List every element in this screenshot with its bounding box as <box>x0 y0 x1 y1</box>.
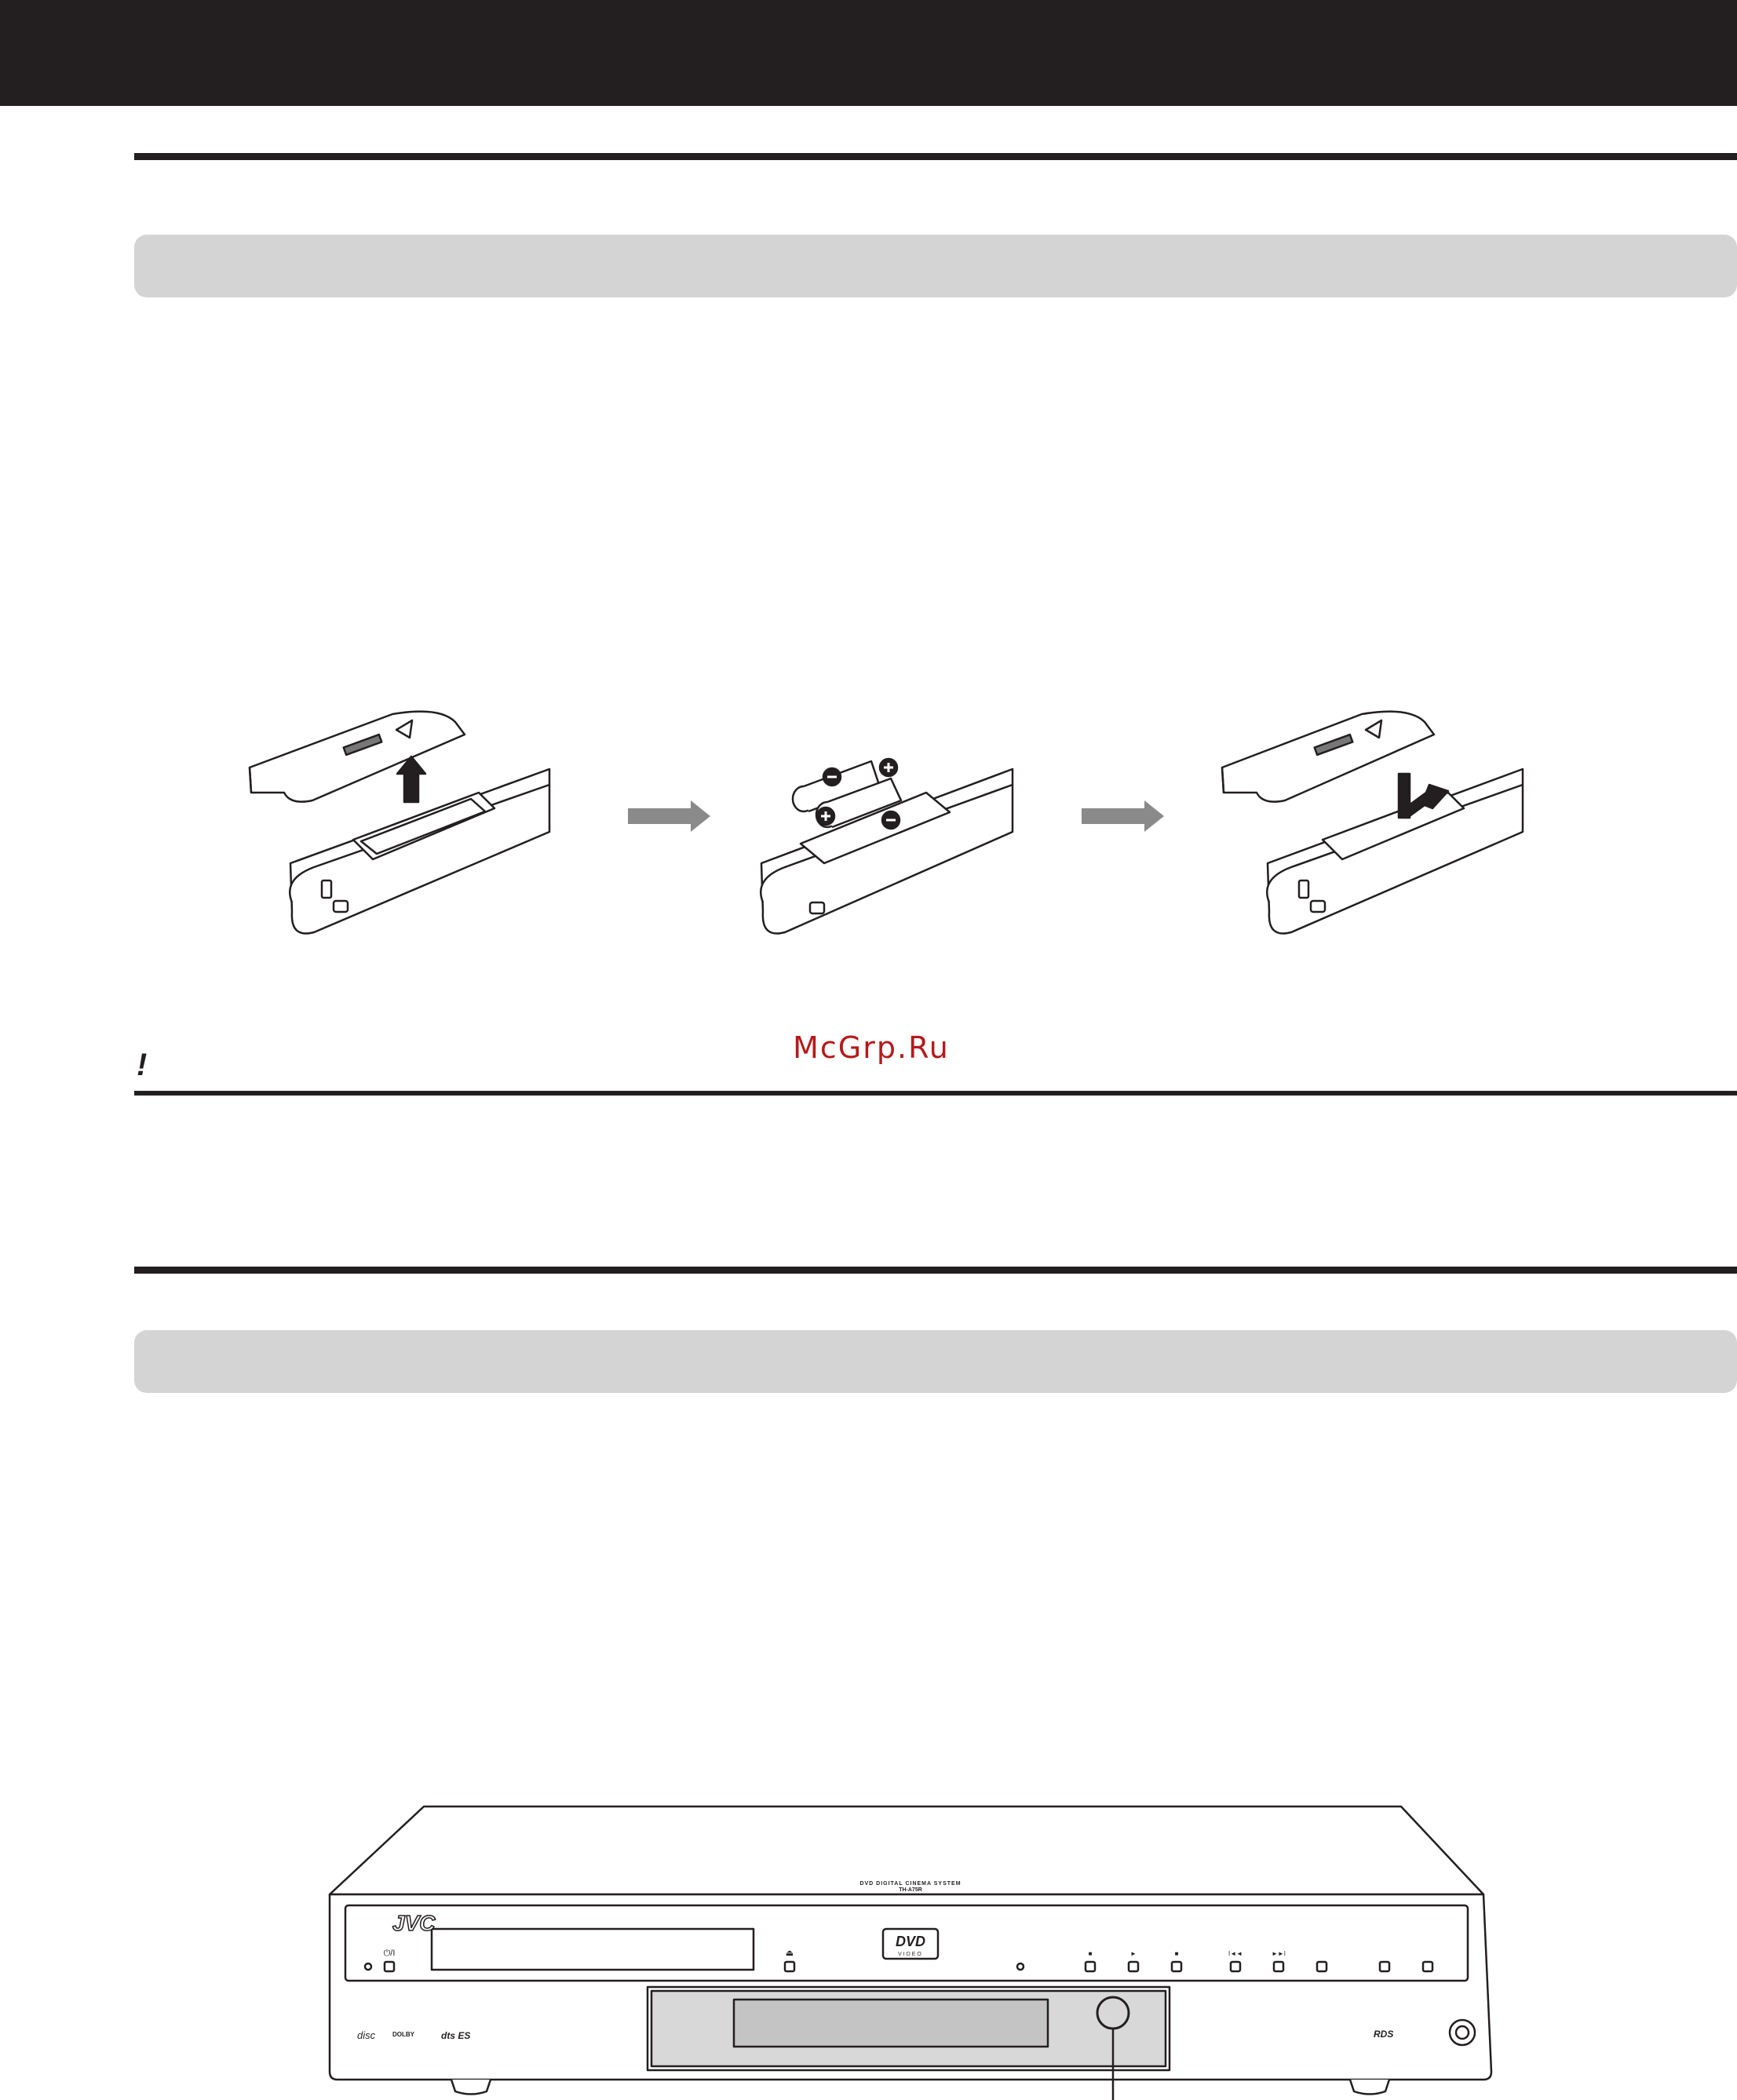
transport-label: ►►I <box>1271 1950 1286 1957</box>
rds-logo: RDS <box>1374 2029 1394 2040</box>
section-rule-middle <box>134 1267 1737 1274</box>
section-bar-batteries <box>134 235 1737 297</box>
battery-step-3-illustration <box>1221 706 1527 942</box>
section-bar-sensor <box>134 1330 1737 1393</box>
battery-step-2-illustration <box>754 714 1020 942</box>
disc-logo: disc <box>357 2029 376 2041</box>
dts-logo: dts ES <box>441 2030 471 2041</box>
eject-label: ⏏ <box>785 1949 794 1958</box>
exclamation-icon: ! <box>137 1048 148 1082</box>
top-header-band <box>0 0 1737 106</box>
watermark-text: McGrp.Ru <box>793 1030 950 1065</box>
model-caption: DVD DIGITAL CINEMA SYSTEM <box>859 1881 962 1887</box>
section-rule-top <box>134 153 1737 160</box>
transport-label: ► <box>1130 1950 1137 1957</box>
power-label: ⏻/I <box>383 1949 396 1958</box>
model-number: TH-A75R <box>899 1887 922 1893</box>
brand-logo: JVC <box>392 1911 436 1935</box>
dolby-logo: DOLBY <box>392 2031 414 2038</box>
transport-label: ■ <box>1174 1950 1179 1957</box>
dvd-logo: DVD <box>895 1934 926 1949</box>
caution-rule <box>134 1091 1737 1096</box>
front-panel-illustration <box>314 1797 1499 2100</box>
battery-step-1-illustration <box>235 706 573 942</box>
transport-label: ■ <box>1088 1950 1093 1957</box>
transport-label: I◄◄ <box>1228 1950 1243 1957</box>
step-arrow-icon <box>1082 800 1168 832</box>
dvd-logo-sub: VIDEO <box>898 1952 923 1957</box>
step-arrow-icon <box>628 800 714 832</box>
